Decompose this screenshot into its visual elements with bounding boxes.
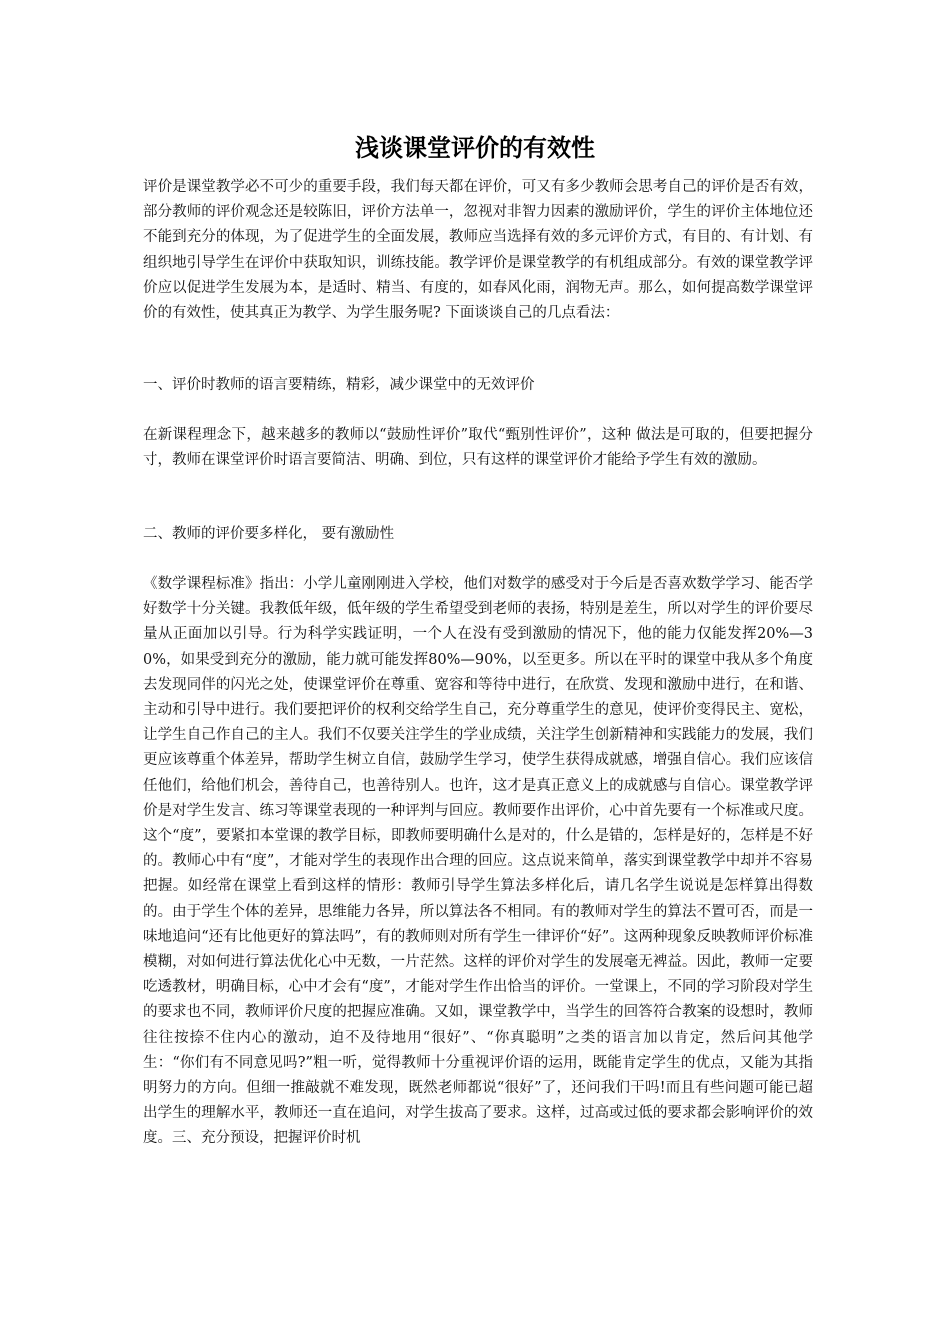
document-title: 浅谈课堂评价的有效性	[355, 133, 595, 162]
section-2-paragraph: 《数学课程标准》指出：小学儿童刚刚进入学校，他们对数学的感受对于今后是否喜欢数学学习、能否学好数学十分关键。我教低年级，低年级的学生希望受到老师的表扬，特别是差生，所以对学生的评价要尽量从正面加以引导。行为科学实践证明，一个人在没有受到激励的情况下，他的能力仅能发挥20%—30%，如果受到充分的激励，能力就可能发挥80%—90%，以至更多。所以在平时的课堂中我从多个角度去发现同伴的闪光之处，使课堂评价在尊重、宽容和等待中进行，在欣赏、发现和激励中进行，在和谐、主动和引导中进行。我们要把评价的权利交给学生自己，充分尊重学生的意见，使评价变得民主、宽松，让学生自己作自己的主人。我们不仅要关注学生的学业成绩，关注学生创新精神和实践能力的发展，我们更应该尊重个体差异，帮助学生树立自信，鼓励学生学习，使学生获得成就感，增强自信心。我们应该信任他们，给他们机会，善待自己，也善待别人。也许，这才是真正意义上的成就感与自信心。课堂教学评价是对学生发言、练习等课堂表现的一种评判与回应。教师要作出评价，心中首先要有一个标准或尺度。这个“度”，要紧扣本堂课的教学目标，即教师要明确什么是对的，什么是错的，怎样是好的，怎样是不好的。教师心中有“度”，才能对学生的表现作出合理的回应。这点说来简单，落实到课堂教学中却并不容易把握。如经常在课堂上看到这样的情形：教师引导学生算法多样化后，请几名学生说说是怎样算出得数的。由于学生个体的差异，思维能力各异，所以算法各不相同。有的教师对学生的算法不置可否，而是一味地追问“还有比他更好的算法吗”，有的教师则对所有学生一律评价“好”。这两种现象反映教师评价标准模糊，对如何进行算法优化心中无数，一片茫然。这样的评价对学生的发展毫无裨益。因此，教师一定要吃透教材，明确目标，心中才会有“度”，才能对学生作出恰当的评价。一堂课上，不同的学习阶段对学生的要求也不同，教师评价尺度的把握应准确。又如，课堂教学中，当学生的回答符合教案的设想时，教师往往按捺不住内心的激动，迫不及待地用“很好”、“你真聪明”之类的语言加以肯定，然后问其他学生：“你们有不同意见吗?”粗一听，觉得教师十分重视评价语的运用，既能肯定学生的优点，又能为其指明努力的方向。但细一推敲就不难发现，既然老师都说“很好”了，还问我们干吗!而且有些问题可能已超出学生的理解水平，教师还一直在追问，对学生拔高了要求。这样，过高或过低的要求都会影响评价的效度。三、充分预设，把握评价时机	[143, 576, 813, 1147]
section-1-paragraph: 在新课程理念下，越来越多的教师以“鼓励性评价”取代“甄别性评价”，这种 做法是可取的，但要把握分寸，教师在课堂评价时语言要简洁、明确、到位，只有这样的课堂评价才能给予学生有效的激励。	[143, 427, 813, 469]
intro-paragraph: 评价是课堂教学必不可少的重要手段，我们每天都在评价，可又有多少教师会思考自己的评价是否有效，部分教师的评价观念还是较陈旧，评价方法单一，忽视对非智力因素的激励评价，学生的评价主体地位还不能到充分的体现，为了促进学生的全面发展，教师应当选择有效的多元评价方式，有目的、有计划、有组织地引导学生在评价中获取知识，训练技能。教学评价是课堂教学的有机组成部分。有效的课堂教学评价应以促进学生发展为本，是适时、精当、有度的，如春风化雨，润物无声。那么，如何提高数学课堂评价的有效性，使其真正为教学、为学生服务呢? 下面谈谈自己的几点看法：	[143, 179, 813, 322]
section-heading-2: 二、教师的评价要多样化， 要有激励性	[143, 526, 395, 542]
section-heading-1: 一、评价时教师的语言要精练，精彩，减少课堂中的无效评价	[143, 377, 535, 393]
